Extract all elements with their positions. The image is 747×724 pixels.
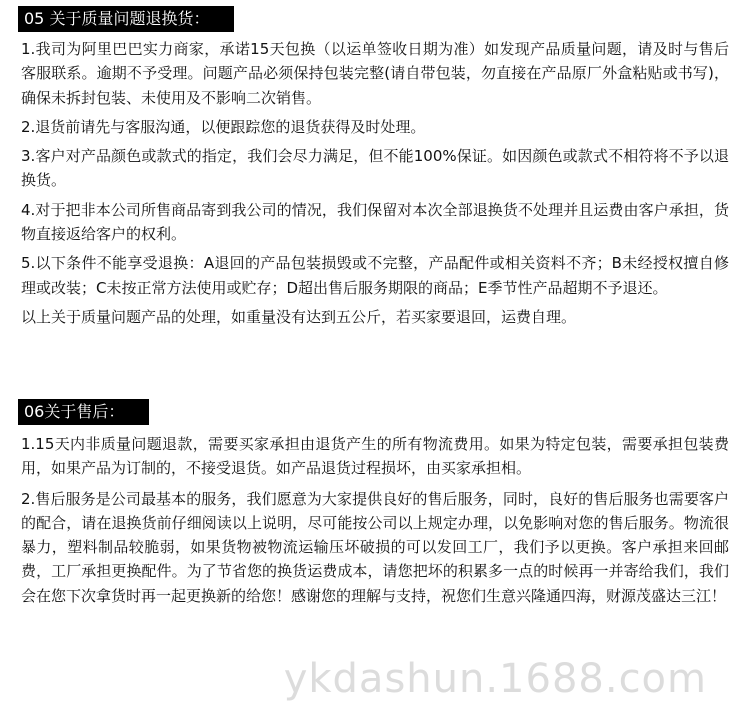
section-header-after-sales: 06关于售后：	[18, 399, 149, 425]
returns-paragraph-4: 4.对于把非本公司所售商品寄到我公司的情况，我们保留对本次全部退换货不处理并且运费由客户承担，货物直接返给客户的权利。	[21, 200, 729, 244]
section-body-returns	[21, 37, 729, 329]
returns-paragraph-note: 以上关于质量问题产品的处理，如重量没有达到五公斤，若买家要退回，运费自理。	[21, 307, 577, 326]
after-sales-paragraph-1: 1.15天内非质量问题退款，需要买家承担由退货产生的所有物流费用。如果为特定包装，需要承担包装费用，如果产品为订制的，不接受退货。如产品退货过程损坏，由买家承担相。	[21, 435, 729, 478]
returns-paragraph-2: 2.退货前请先与客服沟通，以便跟踪您的退货获得及时处理。	[21, 117, 426, 136]
after-sales-paragraph-2: 2.售后服务是公司最基本的服务，我们愿意为大家提供良好的售后服务，同时，良好的售后服务也需要客户的配合，请在退换货前仔细阅读以上说明，尽可能按公司以上规定办理，以免影响对您的售后服务。物流很暴力，塑料制品较脆弱，如果货物被物流运输压坏破损的可以发回工厂，我们予以更换。客户承担来回邮费，工厂承担更换配件。为了节省您的换货运费成本，请您把坏的积累多一点的时候再一并寄给我们，我们会在您下次拿货时再一起更换新的给您！感谢您的理解与支持，祝您们生意兴隆通四海，财源茂盛达三江！	[21, 489, 729, 605]
section-header-returns: 05 关于质量问题退换货：	[18, 6, 234, 32]
returns-paragraph-3: 3.客户对产品颜色或款式的指定，我们会尽力满足，但不能100%保证。如因颜色或款式不相符将不予以退换货。	[21, 147, 729, 190]
store-watermark: ykdashun.1688.com	[283, 656, 707, 702]
returns-paragraph-1: 1.我司为阿里巴巴实力商家，承诺15天包换（以运单签收日期为准）如发现产品质量问题，请及时与售后客服联系。逾期不予受理。问题产品必须保持包装完整(请自带包装，勿直接在产品原厂外盒粘贴或书写)，确保未拆封包装、未使用及不影响二次销售。	[21, 40, 729, 107]
section-body-after-sales	[21, 432, 729, 608]
returns-paragraph-5: 5.以下条件不能享受退换：A退回的产品包装损毁或不完整，产品配件或相关资料不齐；B未经授权擅自修理或改装；C未按正常方法使用或贮存；D超出售后服务期限的商品；E季节性产品超期不予退还。	[21, 254, 729, 297]
